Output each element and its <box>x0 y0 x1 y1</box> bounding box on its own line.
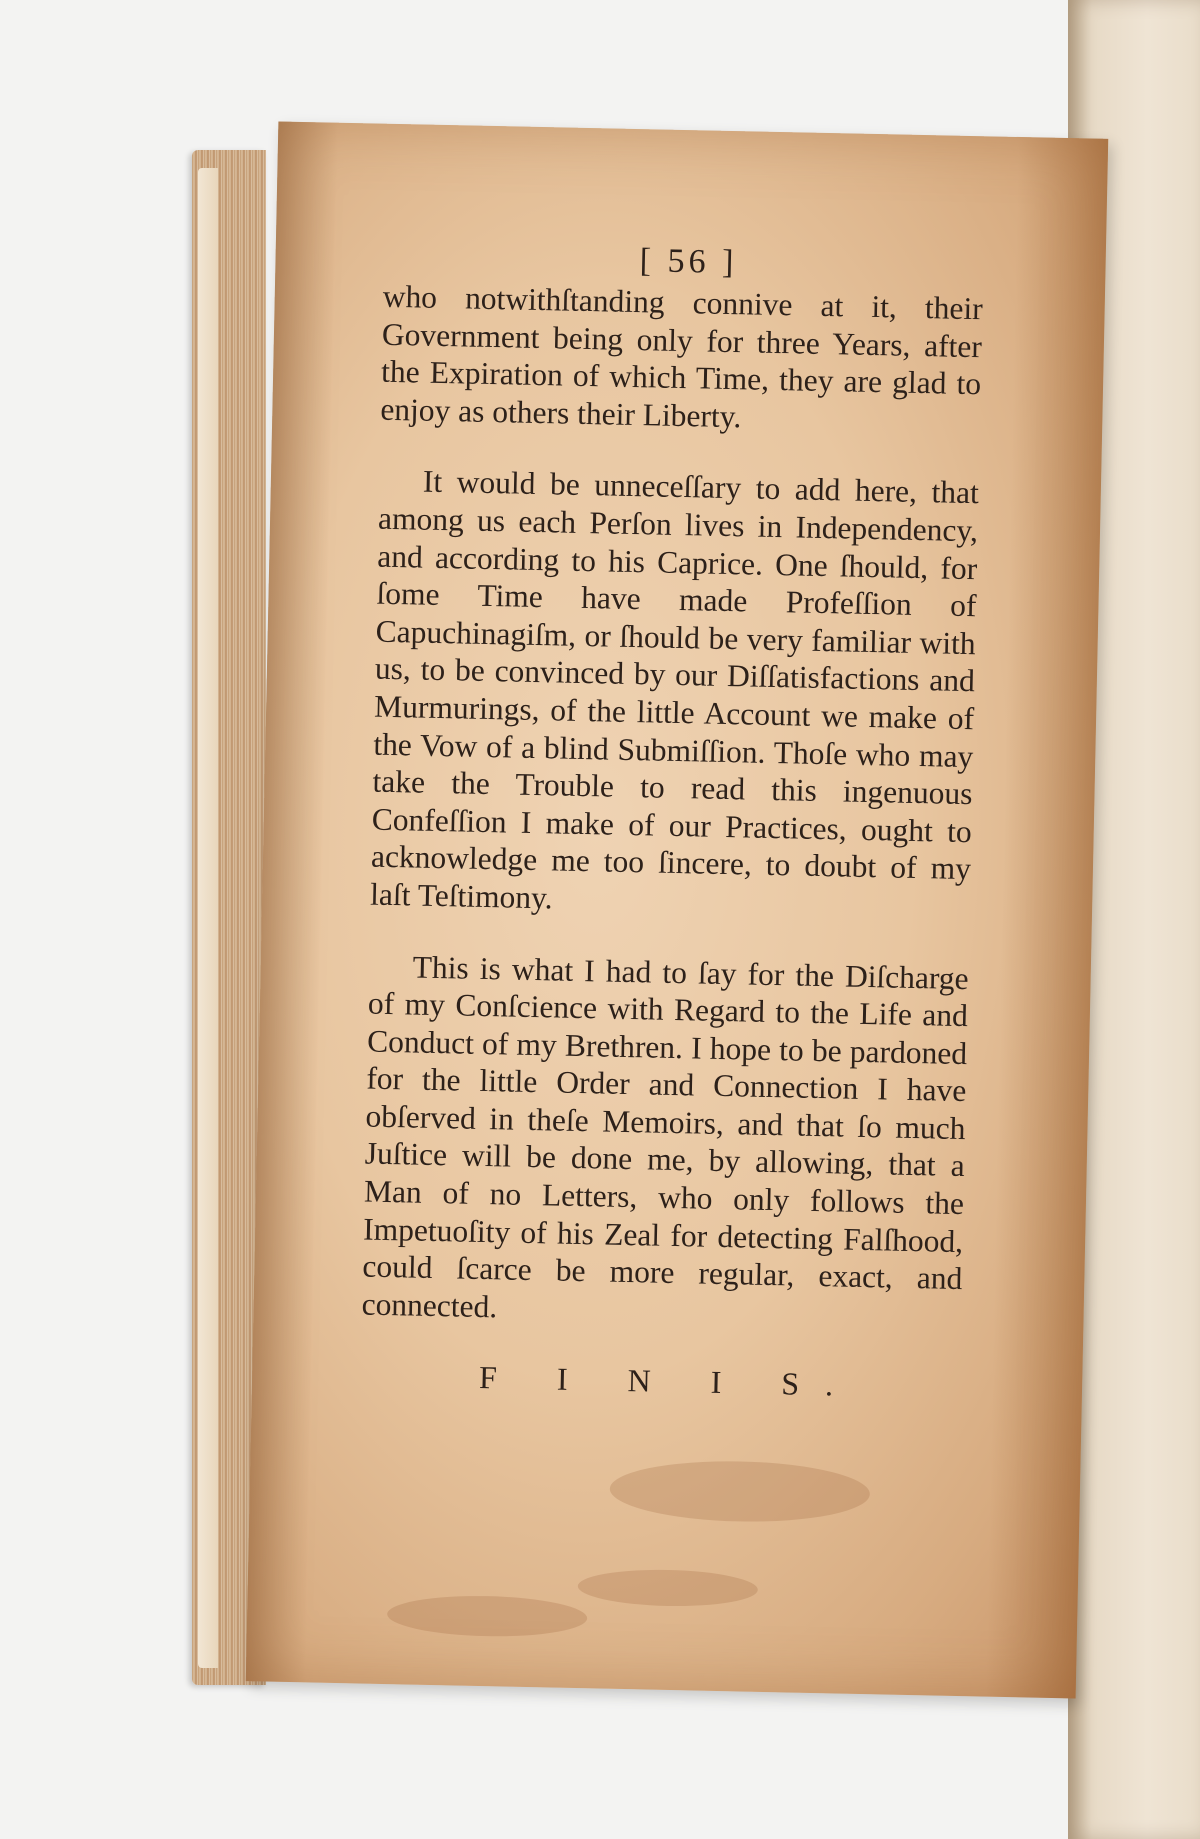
paragraph-1: who notwithſtanding connive at it, their Government being only for three Years, after the Expiration of which Time, they are glad to enjoy as others their Liberty. <box>380 278 984 435</box>
foxing-stain <box>609 1459 870 1524</box>
page-number: [ 56 ] <box>639 242 738 282</box>
page-text <box>360 236 984 1407</box>
foxing-stain <box>387 1594 588 1638</box>
page-edges-light <box>198 168 218 1668</box>
paragraph-3: This is what I had to ſay for the Diſcharge of my Conſcience with Regard to the Life and Conduct of my Brethren. I hope to be pardoned for the little Order and Connection I have obſerved in theſe Memoirs, and that ſo much Juſtice will be done me, by allowing, that a Man of no Letters, who only follows the Impetuoſity of his Zeal for detecting Falſhood, could ſcarce be more regular, exact, and connected. <box>361 948 970 1325</box>
paragraph-2: It would be unneceſſary to add here, that among us each Perſon lives in Independency, and according to his Caprice. One ſhould, for ſome Time have made Profeſſion of Capuchinagiſm, or ſhould be very familiar with us, to be convinced by our Diſſatisfactions and Murmurings, of the little Account we make of the Vow of a blind Submiſſion. Thoſe who may take the Trouble to read this ingenuous Confeſſion I make of our Practices, ought to acknowledge me too ſincere, to doubt of my laſt Teſtimony. <box>369 463 980 916</box>
book-page <box>246 121 1108 1698</box>
finis-heading: F I N I S. <box>478 1359 860 1404</box>
foxing-stain <box>577 1568 758 1608</box>
